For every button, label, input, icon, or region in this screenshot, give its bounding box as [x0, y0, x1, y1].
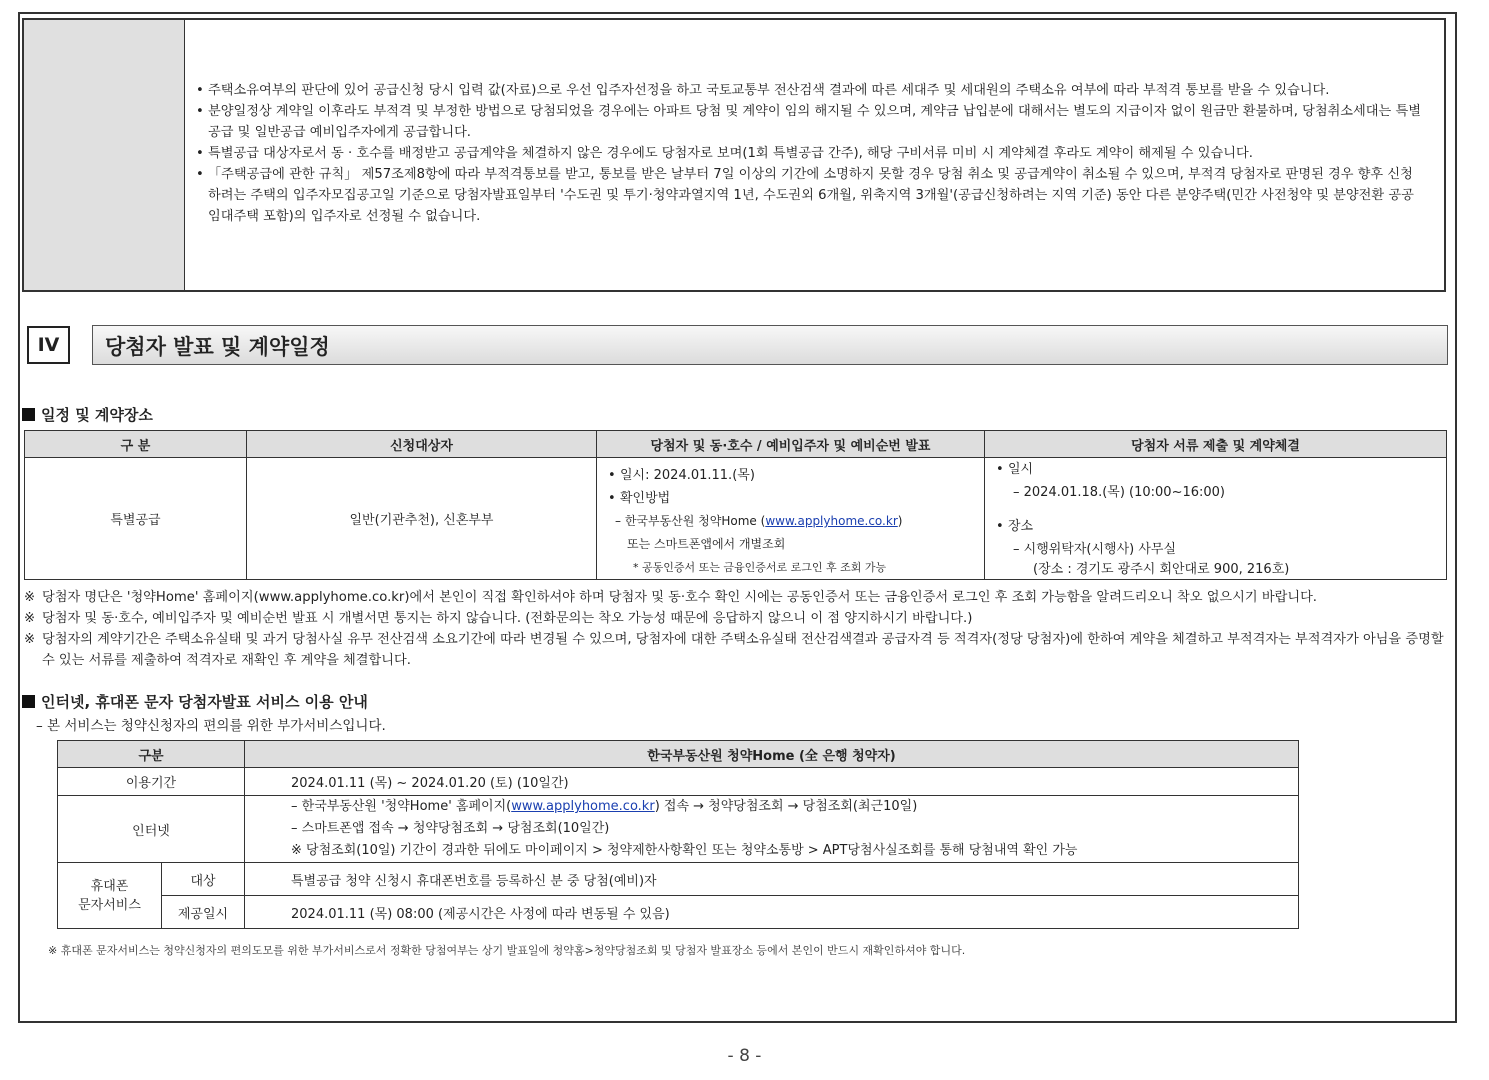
- service-footnote: ※ 휴대폰 문자서비스는 청약신청자의 편의도모를 위한 부가서비스로서 정확한 당첨여부는 상기 발표일에 청약홈>청약당첨조회 및 당첨자 발표장소 등에서 본인이 반드시 재확인하셔야 합니다.: [48, 944, 966, 957]
- time-label: 제공일시: [162, 896, 245, 929]
- internet-line: – 한국부동산원 '청약Home' 홈페이지(www.applyhome.co.kr) 접속 → 청약당첨조회 → 당첨조회(최근10일): [291, 799, 918, 814]
- announce-app: 또는 스마트폰앱에서 개별조회: [627, 537, 786, 551]
- header-cell: 신청대상자: [247, 431, 597, 458]
- schedule-notes: [24, 587, 1454, 671]
- notice-bullet: • 「주택공급에 관한 규칙」 제57조제8항에 따라 부적격통보를 받고, 통보를 받은 날부터 7일 이상의 기간에 소명하지 못할 경우 당첨 취소 및 공급계약이 취소될 수 있으며, 부적격 당첨자로 판명된 경우 향후 신청하려는 주택의 입주자모집공고일 기준으로 당첨자발표일부터 '수도권 및 투기·청약과열지역 1년, 수도권외 6개월, 위축지역 3개월'(공급신청하려는 지역 기준) 동안 다른 분양주택(민간 사전청약 및 분양전환 공공임대주택 포함)의 입주자로 선정될 수 없습니다.: [195, 164, 1424, 227]
- schedule-header-row: [25, 431, 1447, 458]
- schedule-heading-text: 일정 및 계약장소: [41, 406, 153, 424]
- page-number: - 8 -: [727, 1046, 762, 1066]
- contract-address: (장소 : 경기도 광주시 회안대로 900, 216호): [1033, 562, 1290, 577]
- header-cell: 당첨자 및 동·호수 / 예비입주자 및 예비순번 발표: [597, 431, 985, 458]
- notice-bullet: • 특별공급 대상자로서 동 · 호수를 배정받고 공급계약을 체결하지 않은 경우에도 당첨자로 보며(1회 특별공급 간주), 해당 구비서류 미비 시 계약체결 후라도 계약이 해제될 수 있습니다.: [195, 143, 1424, 164]
- service-heading: [22, 691, 368, 712]
- service-row-internet: [58, 796, 1299, 863]
- section-title: 당첨자 발표 및 계약일정: [92, 325, 1448, 365]
- target-cell: 일반(기관추천), 신혼부부: [247, 458, 597, 580]
- mobile-label: 휴대폰 문자서비스: [58, 863, 162, 929]
- header-cell: 구 분: [25, 431, 247, 458]
- internet-value: [245, 796, 1299, 863]
- notice-content: [185, 20, 1444, 290]
- contract-cell: [985, 458, 1447, 580]
- note-item: ※ 당첨자 및 동·호수, 예비입주자 및 예비순번 발표 시 개별서면 통지는 하지 않습니다. (전화문의는 착오 가능성 때문에 응답하지 않으니 이 점 양지하시기 바랍니다.): [24, 611, 973, 626]
- announce-site: – 한국부동산원 청약Home (www.applyhome.co.kr): [615, 514, 903, 528]
- internet-line: ※ 당첨조회(10일) 기간이 경과한 뒤에도 마이페이지 > 청약제한사항확인 또는 청약소통방 > APT당첨사실조회를 통해 당첨내역 확인 가능: [291, 843, 1078, 858]
- notice-box: [22, 18, 1446, 292]
- service-row-target: [58, 863, 1299, 896]
- service-table: [57, 740, 1299, 929]
- header-cell: 구분: [58, 741, 245, 768]
- section-number: IV: [27, 326, 70, 364]
- schedule-heading: [22, 404, 153, 425]
- notice-side-cell: [24, 20, 185, 290]
- internet-label: 인터넷: [58, 796, 245, 863]
- announce-method: • 확인방법: [607, 487, 978, 510]
- square-bullet-icon: [22, 695, 35, 708]
- period-label: 이용기간: [58, 768, 245, 796]
- schedule-table: [24, 430, 1447, 580]
- applyhome-link[interactable]: www.applyhome.co.kr: [511, 799, 655, 814]
- announce-cell: [597, 458, 985, 580]
- internet-line: – 스마트폰앱 접속 → 청약당첨조회 → 당첨조회(10일간): [291, 821, 610, 836]
- time-value: 2024.01.11 (목) 08:00 (제공시간은 사정에 따라 변동될 수 있음): [245, 896, 1299, 929]
- service-heading-text: 인터넷, 휴대폰 문자 당첨자발표 서비스 이용 안내: [41, 693, 368, 711]
- announce-date: • 일시: 2024.01.11.(목): [607, 464, 978, 487]
- contract-place-label: • 장소: [995, 515, 1440, 538]
- notice-bullet: • 주택소유여부의 판단에 있어 공급신청 당시 입력 값(자료)으로 우선 입주자선정을 하고 국토교통부 전산검색 결과에 따른 세대주 및 세대원의 주택소유 여부에 따라 부적격 통보를 받을 수 있습니다.: [195, 80, 1424, 101]
- period-value: 2024.01.11 (목) ~ 2024.01.20 (토) (10일간): [245, 768, 1299, 796]
- target-value: 특별공급 청약 신청시 휴대폰번호를 등록하신 분 중 당첨(예비)자: [245, 863, 1299, 896]
- service-row-period: [58, 768, 1299, 796]
- square-bullet-icon: [22, 408, 35, 421]
- note-item: ※ 당첨자 명단은 '청약Home' 홈페이지(www.applyhome.co.kr)에서 본인이 직접 확인하셔야 하며 당첨자 및 동·호수 확인 시에는 공동인증서 또는 금융인증서 로그인 후 조회 가능함을 알려드리오니 착오 없으시기 바랍니다.: [24, 590, 1317, 605]
- header-cell: 한국부동산원 청약Home (全 은행 청약자): [245, 741, 1299, 768]
- announce-cert: * 공동인증서 또는 금융인증서로 로그인 후 조회 가능: [633, 561, 887, 574]
- service-row-time: [58, 896, 1299, 929]
- note-item: ※ 당첨자의 계약기간은 주택소유실태 및 과거 당첨사실 유무 전산검색 소요기간에 따라 변경될 수 있으며, 당첨자에 대한 주택소유실태 전산검색결과 공급자격 등 적격자(정당 당첨자)에 한하여 계약을 체결하고 부적격자는 부적격자가 아님을 증명할 수 있는 서류를 제출하여 적격자로 재확인 후 계약을 체결합니다.: [24, 632, 1444, 668]
- schedule-row: [25, 458, 1447, 580]
- target-label: 대상: [162, 863, 245, 896]
- supply-type-cell: 특별공급: [25, 458, 247, 580]
- service-subtitle: – 본 서비스는 청약신청자의 편의를 위한 부가서비스입니다.: [36, 718, 386, 734]
- contract-date: – 2024.01.18.(목) (10:00~16:00): [1013, 485, 1225, 500]
- service-header-row: [58, 741, 1299, 768]
- contract-place: – 시행위탁자(시행사) 사무실: [1013, 542, 1177, 557]
- contract-date-label: • 일시: [995, 458, 1440, 481]
- header-cell: 당첨자 서류 제출 및 계약체결: [985, 431, 1447, 458]
- notice-bullet: • 분양일정상 계약일 이후라도 부적격 및 부정한 방법으로 당첨되었을 경우에는 아파트 당첨 및 계약이 임의 해지될 수 있으며, 계약금 납입분에 대해서는 별도의 지급이자 없이 원금만 환불하며, 당첨취소세대는 특별공급 및 일반공급 예비입주자에게 공급합니다.: [195, 101, 1424, 143]
- applyhome-link[interactable]: www.applyhome.co.kr: [765, 514, 898, 528]
